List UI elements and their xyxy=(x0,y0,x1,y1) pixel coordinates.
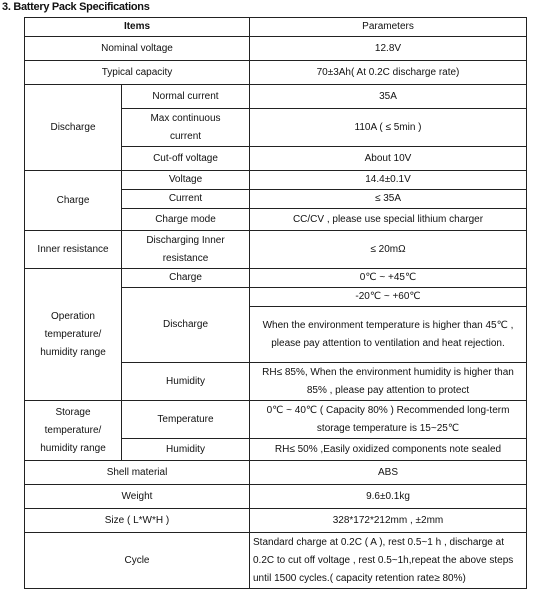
discharge-cutoff-value: About 10V xyxy=(250,147,527,171)
inner-resistance-sub-label: Discharging Inner resistance xyxy=(122,231,250,269)
operation-discharge-value: -20℃ ~ +60℃ xyxy=(250,288,527,307)
storage-humidity-label: Humidity xyxy=(122,439,250,461)
typical-capacity-label: Typical capacity xyxy=(25,61,250,85)
inner-resistance-label: Inner resistance xyxy=(25,231,122,269)
storage-temperature-label: Temperature xyxy=(122,401,250,439)
header-parameters: Parameters xyxy=(250,18,527,37)
shell-material-value: ABS xyxy=(250,461,527,485)
discharge-normal-current-value: 35A xyxy=(250,85,527,109)
section-title: 3. Battery Pack Specifications xyxy=(2,1,150,13)
charge-label: Charge xyxy=(25,171,122,231)
cycle-value: Standard charge at 0.2C ( A ), rest 0.5~1 h , discharge at 0.2C to cut off voltage , rest 0.5~1h,repeat the above steps until 1500 cycles.( capacity retention rate≥ 80%) xyxy=(250,533,527,589)
weight-label: Weight xyxy=(25,485,250,509)
storage-humidity-value: RH≤ 50% ,Easily oxidized components note sealed xyxy=(250,439,527,461)
operation-charge-label: Charge xyxy=(122,269,250,288)
operation-discharge-note: When the environment temperature is higher than 45℃ , please pay attention to ventilation and heat rejection. xyxy=(250,307,527,363)
typical-capacity-value: 70±3Ah( At 0.2C discharge rate) xyxy=(250,61,527,85)
operation-humidity-label: Humidity xyxy=(122,363,250,401)
storage-temperature-value: 0℃ ~ 40℃ ( Capacity 80% ) Recommended long-term storage temperature is 15~25℃ xyxy=(250,401,527,439)
charge-mode-value: CC/CV , please use special lithium charger xyxy=(250,209,527,231)
size-value: 328*172*212mm , ±2mm xyxy=(250,509,527,533)
operation-discharge-label: Discharge xyxy=(122,288,250,363)
charge-current-label: Current xyxy=(122,190,250,209)
nominal-voltage-label: Nominal voltage xyxy=(25,37,250,61)
battery-spec-table xyxy=(24,17,527,589)
storage-label: Storage temperature/ humidity range xyxy=(25,401,122,461)
weight-value: 9.6±0.1kg xyxy=(250,485,527,509)
discharge-cutoff-label: Cut-off voltage xyxy=(122,147,250,171)
nominal-voltage-value: 12.8V xyxy=(250,37,527,61)
shell-material-label: Shell material xyxy=(25,461,250,485)
cycle-label: Cycle xyxy=(25,533,250,589)
operation-charge-value: 0℃ ~ +45℃ xyxy=(250,269,527,288)
charge-current-value: ≤ 35A xyxy=(250,190,527,209)
inner-resistance-value: ≤ 20mΩ xyxy=(250,231,527,269)
discharge-max-current-label: Max continuous current xyxy=(122,109,250,147)
charge-voltage-value: 14.4±0.1V xyxy=(250,171,527,190)
operation-humidity-value: RH≤ 85%, When the environment humidity is higher than 85% , please pay attention to protect xyxy=(250,363,527,401)
operation-label: Operation temperature/ humidity range xyxy=(25,269,122,401)
header-items: Items xyxy=(25,18,250,37)
discharge-label: Discharge xyxy=(25,85,122,171)
charge-voltage-label: Voltage xyxy=(122,171,250,190)
size-label: Size ( L*W*H ) xyxy=(25,509,250,533)
discharge-max-current-value: 110A ( ≤ 5min ) xyxy=(250,109,527,147)
discharge-normal-current-label: Normal current xyxy=(122,85,250,109)
charge-mode-label: Charge mode xyxy=(122,209,250,231)
